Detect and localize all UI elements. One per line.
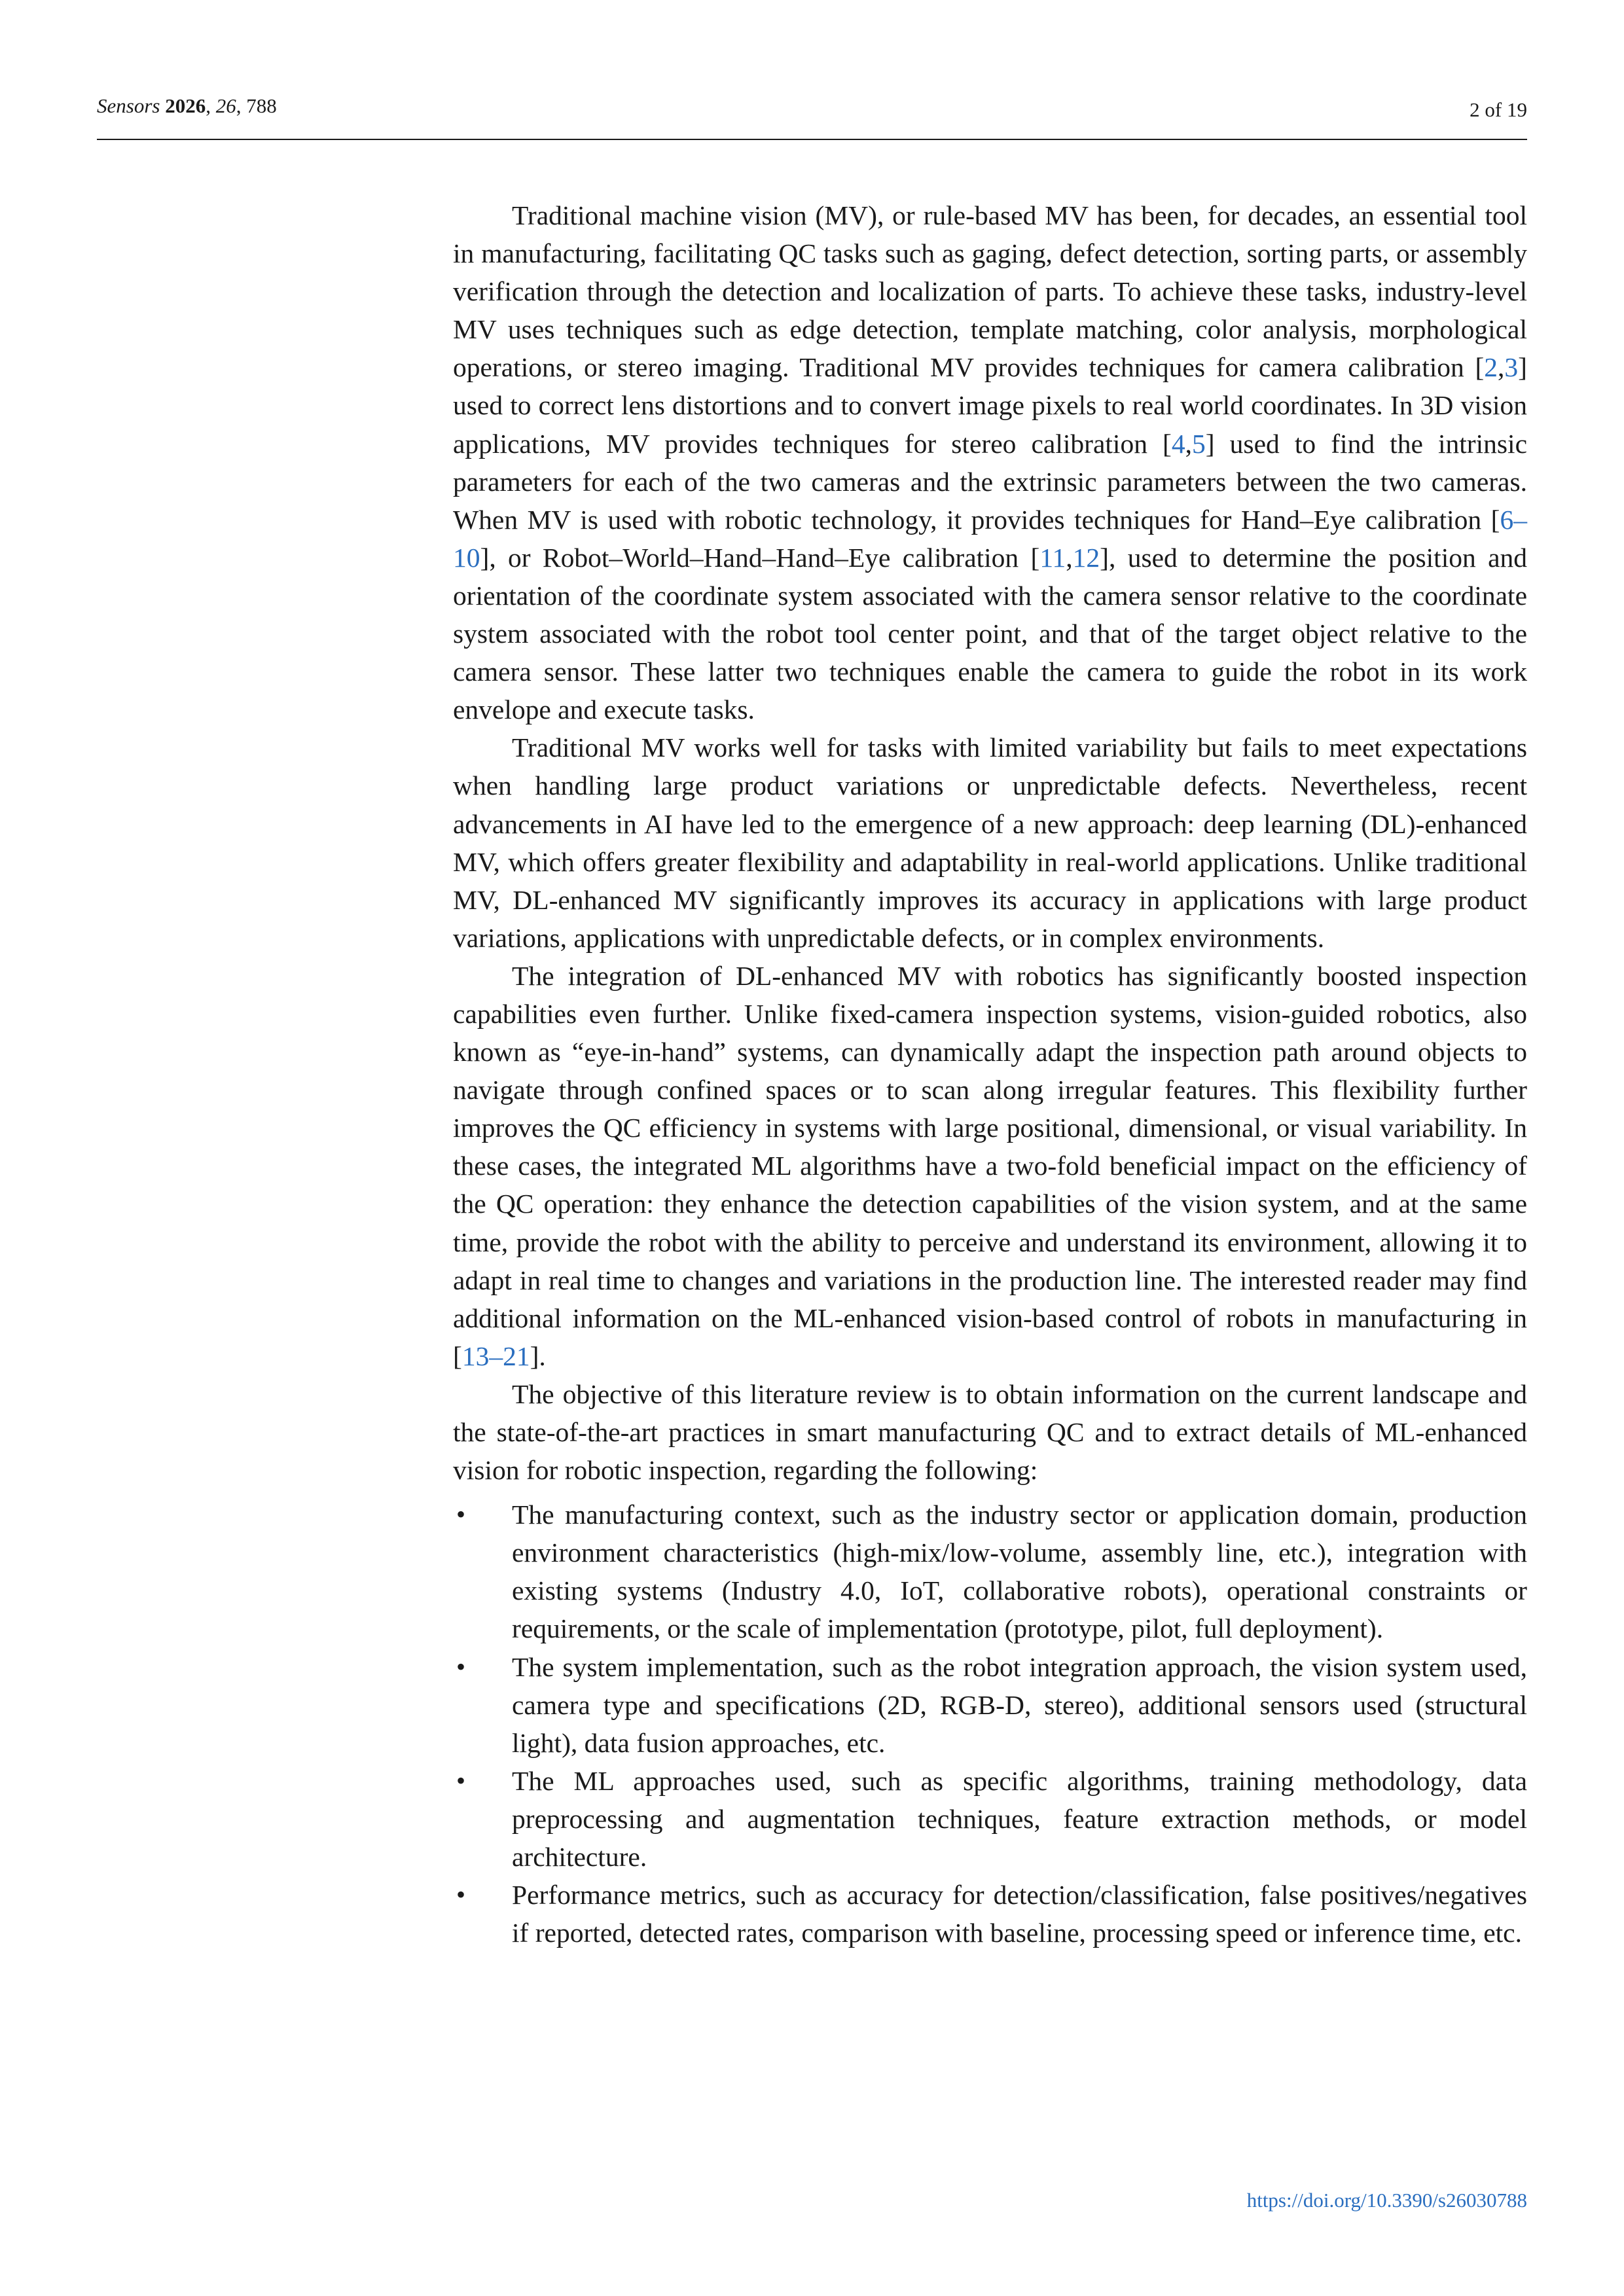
bullet-icon: •	[456, 1499, 466, 1530]
citation-link[interactable]: 6–10	[453, 504, 1527, 573]
citation-link[interactable]: 5	[1192, 428, 1206, 459]
bullet-icon: •	[456, 1880, 466, 1910]
paragraph-text: ] used to find the intrinsic parameters for each of the two cameras and the extrinsic parameters between the two cameras. When MV is used with robotic technology, it provides techniques for Hand–Eye calibration [	[453, 428, 1527, 535]
paragraph-text: The integration of DL-enhanced MV with robotics has significantly boosted inspection capabilities even further. Unlike fixed-camera inspection systems, vision-guided robotics, also known as “eye-in-hand” systems, can dynamically adapt the inspection path around objects to navigate through confined spaces or to scan along irregular features. This flexibility further improves the QC efficiency in systems with large positional, dimensional, or visual variability. In these cases, the integrated ML algorithms have a two-fold beneficial impact on the efficiency of the QC operation: they enhance the detection capabilities of the vision system, and at the same time, provide the robot with the ability to perceive and understand its environment, allowing it to adapt in real time to changes and variations in the production line. The interested reader may find additional information on the ML-enhanced vision-based control of robots in manufacturing in [	[453, 960, 1527, 1371]
page-number: 2 of 19	[1470, 98, 1527, 121]
citation-link[interactable]: 12	[1072, 542, 1100, 573]
citation-link[interactable]: 4	[1171, 428, 1185, 459]
paragraph-text: ], used to determine the position and orientation of the coordinate system associated with the camera sensor relative to the coordinate system associated with the robot tool center point, and that of the target object relative to the camera sensor. These latter two techniques enable the camera to guide the robot in its work envelope and execute tasks.	[453, 542, 1527, 725]
doi-link[interactable]: https://doi.org/10.3390/s26030788	[1246, 2189, 1527, 2212]
body-paragraph	[453, 728, 1527, 957]
bullet-icon: •	[456, 1765, 466, 1795]
paragraph-text: ,	[1066, 542, 1073, 573]
list-item	[453, 1876, 1527, 1952]
objectives-list	[453, 1496, 1527, 1952]
paragraph-text: ] used to correct lens distortions and to convert image pixels to real world coordinates. In 3D vision applications, MV provides techniques for stereo calibration [	[453, 352, 1527, 459]
paragraph-text: The objective of this literature review is to obtain information on the current landscape and the state-of-the-art practices in smart manufacturing QC and to extract details of ML-enhanced vision for robotic inspection, regarding the following:	[453, 1378, 1527, 1486]
journal-year: 2026	[165, 94, 206, 117]
journal-name: Sensors	[97, 94, 160, 117]
paragraph-text: ,	[1498, 352, 1505, 383]
list-item-text: The ML approaches used, such as specific algorithms, training methodology, data preprocessing and augmentation techniques, feature extraction methods, or model architecture.	[512, 1765, 1527, 1873]
paragraph-text: ].	[530, 1340, 546, 1371]
body-paragraph	[453, 1375, 1527, 1489]
body-paragraph	[453, 957, 1527, 1375]
citation-link[interactable]: 11	[1039, 542, 1066, 573]
bullet-icon: •	[456, 1651, 466, 1681]
journal-citation: Sensors 2026, 26, 788	[97, 94, 277, 117]
paragraph-text: ,	[1185, 428, 1192, 459]
list-item	[453, 1496, 1527, 1647]
list-item	[453, 1648, 1527, 1762]
citation-link[interactable]: 2	[1484, 352, 1498, 383]
header-divider	[97, 139, 1527, 140]
citation-link[interactable]: 3	[1504, 352, 1519, 383]
article-body	[453, 196, 1527, 1952]
paragraph-text: Traditional MV works well for tasks with limited variability but fails to meet expectations when handling large product variations or unpredictable defects. Nevertheless, recent advancements in AI have led to the emergence of a new approach: deep learning (DL)-enhanced MV, which offers greater flexibility and adaptability in real-world applications. Unlike traditional MV, DL-enhanced MV significantly improves its accuracy in applications with large product variations, applications with unpredictable defects, or in complex environments.	[453, 732, 1527, 953]
body-paragraph	[453, 196, 1527, 728]
list-item-text: The system implementation, such as the robot integration approach, the vision system used, camera type and specifications (2D, RGB-D, stereo), additional sensors used (structural light), data fusion approaches, etc.	[512, 1651, 1527, 1758]
journal-volume: 26	[215, 94, 236, 117]
list-item-text: Performance metrics, such as accuracy for detection/classification, false positives/negatives if reported, detected rates, comparison with baseline, processing speed or inference time, etc.	[512, 1880, 1527, 1948]
article-number: 788	[246, 94, 277, 117]
list-item-text: The manufacturing context, such as the industry sector or application domain, production environment characteristics (high-mix/low-volume, assembly line, etc.), integration with existing systems (Industry 4.0, IoT, collaborative robots), operational constraints or requirements, or the scale of implementation (prototype, pilot, full deployment).	[512, 1499, 1527, 1644]
paragraph-text: Traditional machine vision (MV), or rule-based MV has been, for decades, an essential tool in manufacturing, facilitating QC tasks such as gaging, defect detection, sorting parts, or assembly verification through the detection and localization of parts. To achieve these tasks, industry-level MV uses techniques such as edge detection, template matching, color analysis, morphological operations, or stereo imaging. Traditional MV provides techniques for camera calibration [	[453, 200, 1527, 383]
paragraphs	[453, 196, 1527, 1489]
paragraph-text: ], or Robot–World–Hand–Hand–Eye calibration [	[480, 542, 1040, 573]
list-item	[453, 1762, 1527, 1876]
citation-link[interactable]: 13–21	[461, 1340, 530, 1371]
